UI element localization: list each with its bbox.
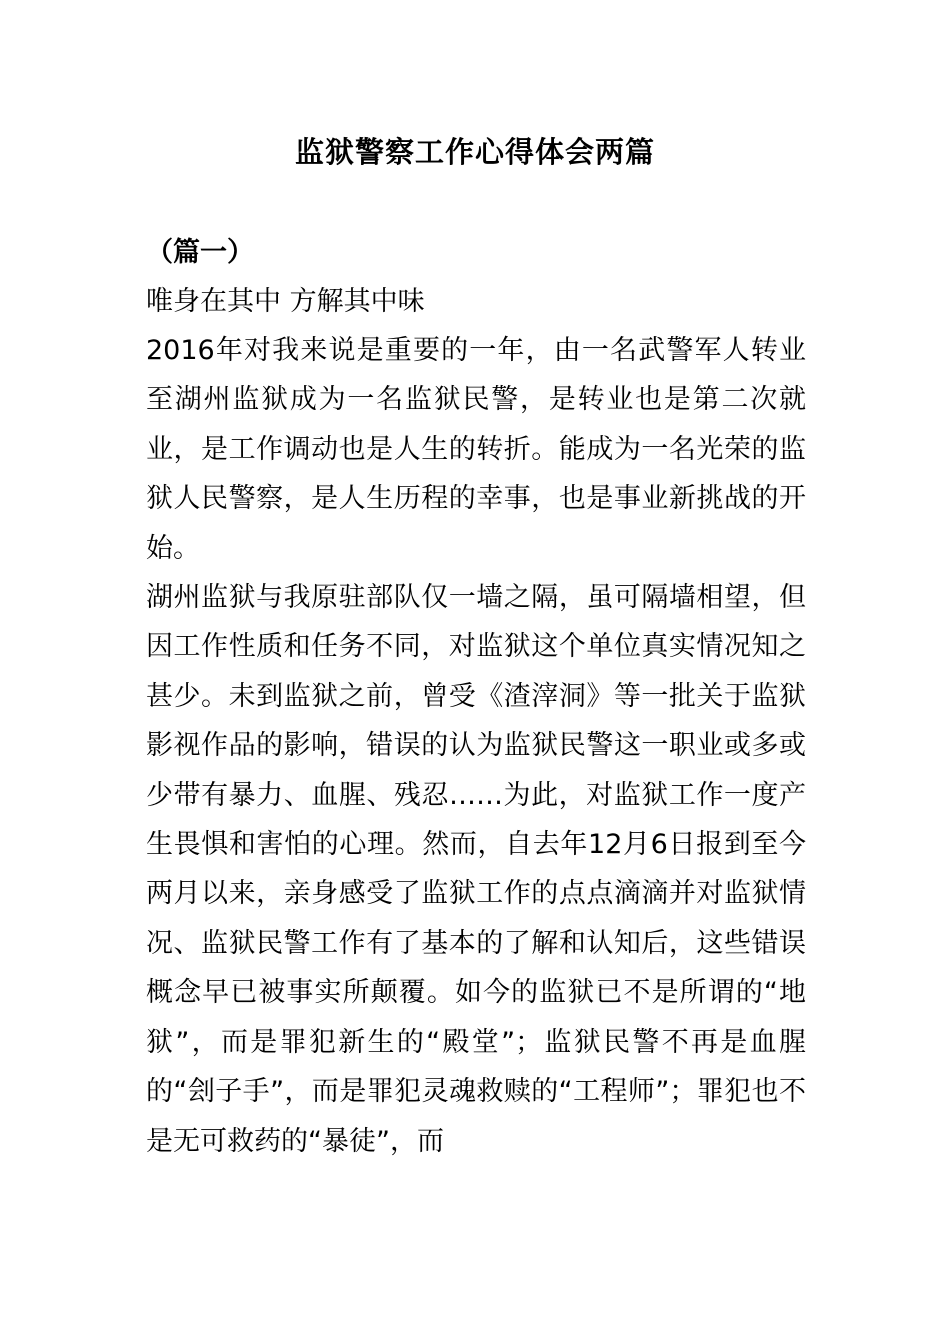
section-subtitle: 唯身在其中 方解其中味	[146, 286, 425, 317]
section-label: （篇一）	[146, 237, 254, 268]
body-paragraph-1: 2016年对我来说是重要的一年，由一名武警军人转业至湖州监狱成为一名监狱民警，是转业也是第二次就业，是工作调动也是人生的转折。能成为一名光荣的监狱人民警察，是人生历程的幸事，也是事业新挑战的开始。	[146, 335, 806, 564]
document-body	[146, 228, 806, 1166]
body-paragraph-2: 湖州监狱与我原驻部队仅一墙之隔，虽可隔墙相望，但因工作性质和任务不同，对监狱这个单位真实情况知之甚少。未到监狱之前，曾受《渣滓洞》等一批关于监狱影视作品的影响，错误的认为监狱民警这一职业或多或少带有暴力、血腥、残忍……为此，对监狱工作一度产生畏惧和害怕的心理。然而，自去年12月6日报到至今两月以来，亲身感受了监狱工作的点点滴滴并对监狱情况、监狱民警工作有了基本的了解和认知后，这些错误概念早已被事实所颠覆。如今的监狱已不是所谓的“地狱”，而是罪犯新生的“殿堂”；监狱民警不再是血腥的“刽子手”，而是罪犯灵魂救赎的“工程师”；罪犯也不是无可救药的“暴徒”，而	[146, 582, 806, 1157]
document-title: 监狱警察工作心得体会两篇	[294, 135, 655, 169]
